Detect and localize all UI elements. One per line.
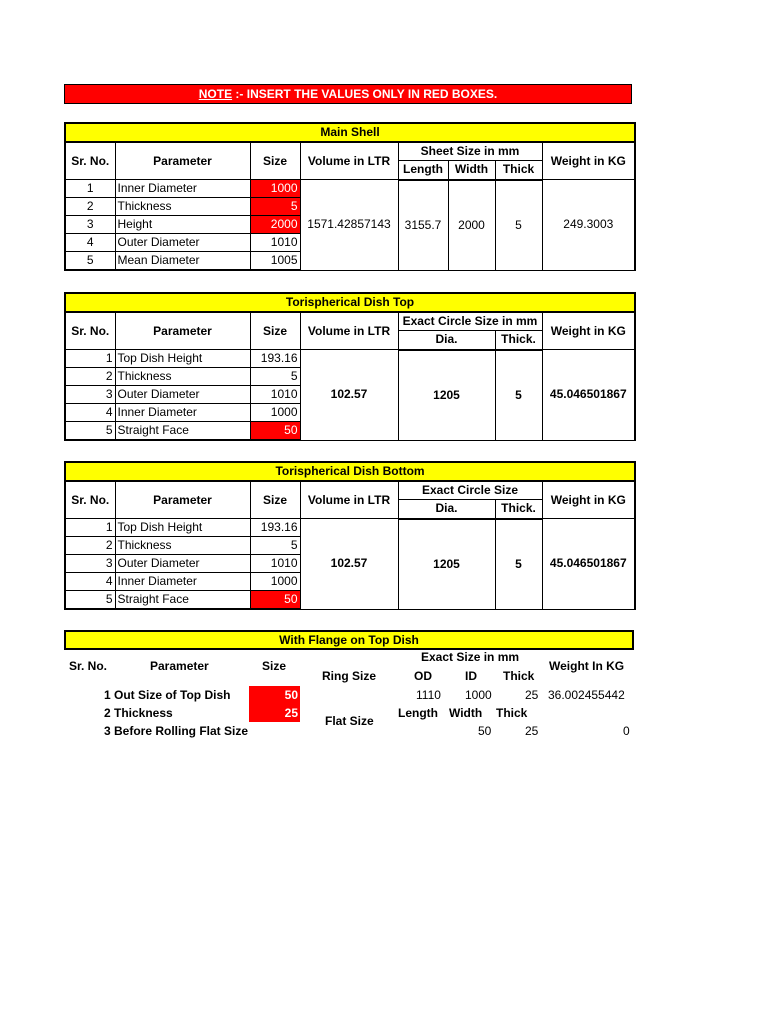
flange-row-1: 1 Out Size of Top Dish: [104, 688, 231, 702]
row-sr: 5: [65, 422, 115, 441]
row-size: 1010: [250, 386, 300, 404]
out-size-input[interactable]: 50: [249, 686, 300, 704]
row-parameter: Outer Diameter: [115, 386, 250, 404]
dish-bottom-volume: 102.57: [300, 519, 398, 610]
header-parameter: Parameter: [115, 481, 250, 519]
dish-bottom-thick: 5: [495, 519, 542, 610]
header-volume: Volume in LTR: [300, 481, 398, 519]
header-thick: Thick.: [495, 500, 542, 519]
ring-id-value: 1000: [465, 688, 492, 702]
flat-width-value: 50: [478, 724, 492, 738]
row-sr: 2: [65, 537, 115, 555]
thickness-input[interactable]: 5: [250, 198, 300, 216]
row-sr: 3: [65, 216, 115, 234]
row-sr: 4: [65, 404, 115, 422]
row-sr: 1: [65, 350, 115, 368]
row-parameter: Outer Diameter: [115, 555, 250, 573]
header-sr: Sr. No.: [65, 142, 115, 180]
flange-row-2: 2 Thickness: [104, 706, 173, 720]
row-parameter: Thickness: [115, 537, 250, 555]
header-sr: Sr. No.: [65, 481, 115, 519]
header-sheet-size: Sheet Size in mm: [398, 142, 542, 161]
row-sr: 2: [65, 198, 115, 216]
row-sr: 3: [65, 386, 115, 404]
row-parameter: Inner Diameter: [115, 404, 250, 422]
row-parameter: Height: [115, 216, 250, 234]
row-parameter: Straight Face: [115, 422, 250, 441]
ring-thick-value: 25: [525, 688, 539, 702]
row-size: 1000: [250, 573, 300, 591]
row-sr: 4: [65, 234, 115, 252]
header-thick: Thick.: [495, 331, 542, 350]
header-sr: Sr. No.: [65, 312, 115, 350]
row-sr: 5: [65, 252, 115, 271]
flange-header-od: OD: [414, 669, 432, 683]
row-size: 193.16: [250, 350, 300, 368]
dish-bottom-table: [64, 461, 636, 610]
flange-header-thick-2: Thick: [496, 706, 528, 720]
dish-bottom-title: Torispherical Dish Bottom: [65, 462, 635, 481]
header-width: Width: [448, 161, 495, 180]
row-sr: 4: [65, 573, 115, 591]
height-input[interactable]: 2000: [250, 216, 300, 234]
flange-title: With Flange on Top Dish: [64, 630, 634, 650]
main-shell-thick: 5: [495, 180, 542, 271]
header-circle-size: Exact Circle Size: [398, 481, 542, 500]
flange-header-id: ID: [465, 669, 477, 683]
flange-header-width: Width: [449, 706, 483, 720]
dish-top-thick: 5: [495, 350, 542, 441]
flange-header-size: Size: [262, 659, 287, 673]
row-parameter: Thickness: [115, 198, 250, 216]
flat-thick-value: 25: [525, 724, 539, 738]
row-parameter: Top Dish Height: [115, 519, 250, 537]
header-thick: Thick: [495, 161, 542, 180]
row-size: 1000: [250, 404, 300, 422]
flange-thickness-input[interactable]: 25: [249, 704, 300, 722]
flat-weight-value: 0: [623, 724, 630, 738]
flange-header-sr: Sr. No.: [69, 659, 108, 673]
header-volume: Volume in LTR: [300, 142, 398, 180]
row-sr: 3: [65, 555, 115, 573]
row-size: 5: [250, 368, 300, 386]
header-circle-size: Exact Circle Size in mm: [398, 312, 542, 331]
header-parameter: Parameter: [115, 142, 250, 180]
header-size: Size: [250, 142, 300, 180]
main-shell-width: 2000: [448, 180, 495, 271]
header-size: Size: [250, 481, 300, 519]
row-size: 193.16: [250, 519, 300, 537]
row-parameter: Outer Diameter: [115, 234, 250, 252]
dish-top-table: [64, 292, 636, 441]
ring-weight-value: 36.002455442: [548, 688, 625, 702]
header-dia: Dia.: [398, 331, 495, 350]
dish-top-weight: 45.046501867: [542, 350, 635, 441]
main-shell-volume: 1571.42857143: [300, 180, 398, 271]
main-shell-title: Main Shell: [65, 123, 635, 142]
main-shell-weight: 249.3003: [542, 180, 635, 271]
row-size: 1010: [250, 234, 300, 252]
inner-diameter-input[interactable]: 1000: [250, 180, 300, 198]
flange-header-length: Length: [398, 706, 438, 720]
row-size: 1010: [250, 555, 300, 573]
header-volume: Volume in LTR: [300, 312, 398, 350]
header-weight: Weight in KG: [542, 312, 635, 350]
header-dia: Dia.: [398, 500, 495, 519]
header-weight: Weight in KG: [542, 142, 635, 180]
row-size: 5: [250, 537, 300, 555]
row-parameter: Inner Diameter: [115, 180, 250, 198]
row-size: 1005: [250, 252, 300, 271]
row-parameter: Top Dish Height: [115, 350, 250, 368]
dish-top-dia: 1205: [398, 350, 495, 441]
row-parameter: Thickness: [115, 368, 250, 386]
header-length: Length: [398, 161, 448, 180]
straight-face-input[interactable]: 50: [250, 422, 300, 441]
ring-od-value: 1110: [416, 688, 441, 702]
row-sr: 5: [65, 591, 115, 610]
flange-header-weight: Weight In KG: [549, 659, 625, 673]
note-text: :- INSERT THE VALUES ONLY IN RED BOXES.: [235, 87, 498, 101]
dish-bottom-dia: 1205: [398, 519, 495, 610]
header-weight: Weight in KG: [542, 481, 635, 519]
header-parameter: Parameter: [115, 312, 250, 350]
note-banner: [64, 84, 632, 104]
flange-header-parameter: Parameter: [150, 659, 209, 673]
row-sr: 2: [65, 368, 115, 386]
row-sr: 1: [65, 180, 115, 198]
header-size: Size: [250, 312, 300, 350]
row-sr: 1: [65, 519, 115, 537]
dish-bottom-weight: 45.046501867: [542, 519, 635, 610]
flange-header-exact-size: Exact Size in mm: [421, 650, 520, 664]
main-shell-table: [64, 122, 636, 271]
row-parameter: Straight Face: [115, 591, 250, 610]
dish-top-volume: 102.57: [300, 350, 398, 441]
flange-header-thick: Thick: [503, 669, 535, 683]
row-parameter: Inner Diameter: [115, 573, 250, 591]
flange-row-3: 3 Before Rolling Flat Size: [104, 724, 249, 738]
main-shell-length: 3155.7: [398, 180, 448, 271]
dish-top-title: Torispherical Dish Top: [65, 293, 635, 312]
note-prefix: NOTE: [198, 87, 233, 101]
straight-face-input[interactable]: 50: [250, 591, 300, 610]
row-parameter: Mean Diameter: [115, 252, 250, 271]
ring-size-label: Ring Size: [322, 669, 377, 683]
flat-size-label: Flat Size: [325, 714, 374, 728]
